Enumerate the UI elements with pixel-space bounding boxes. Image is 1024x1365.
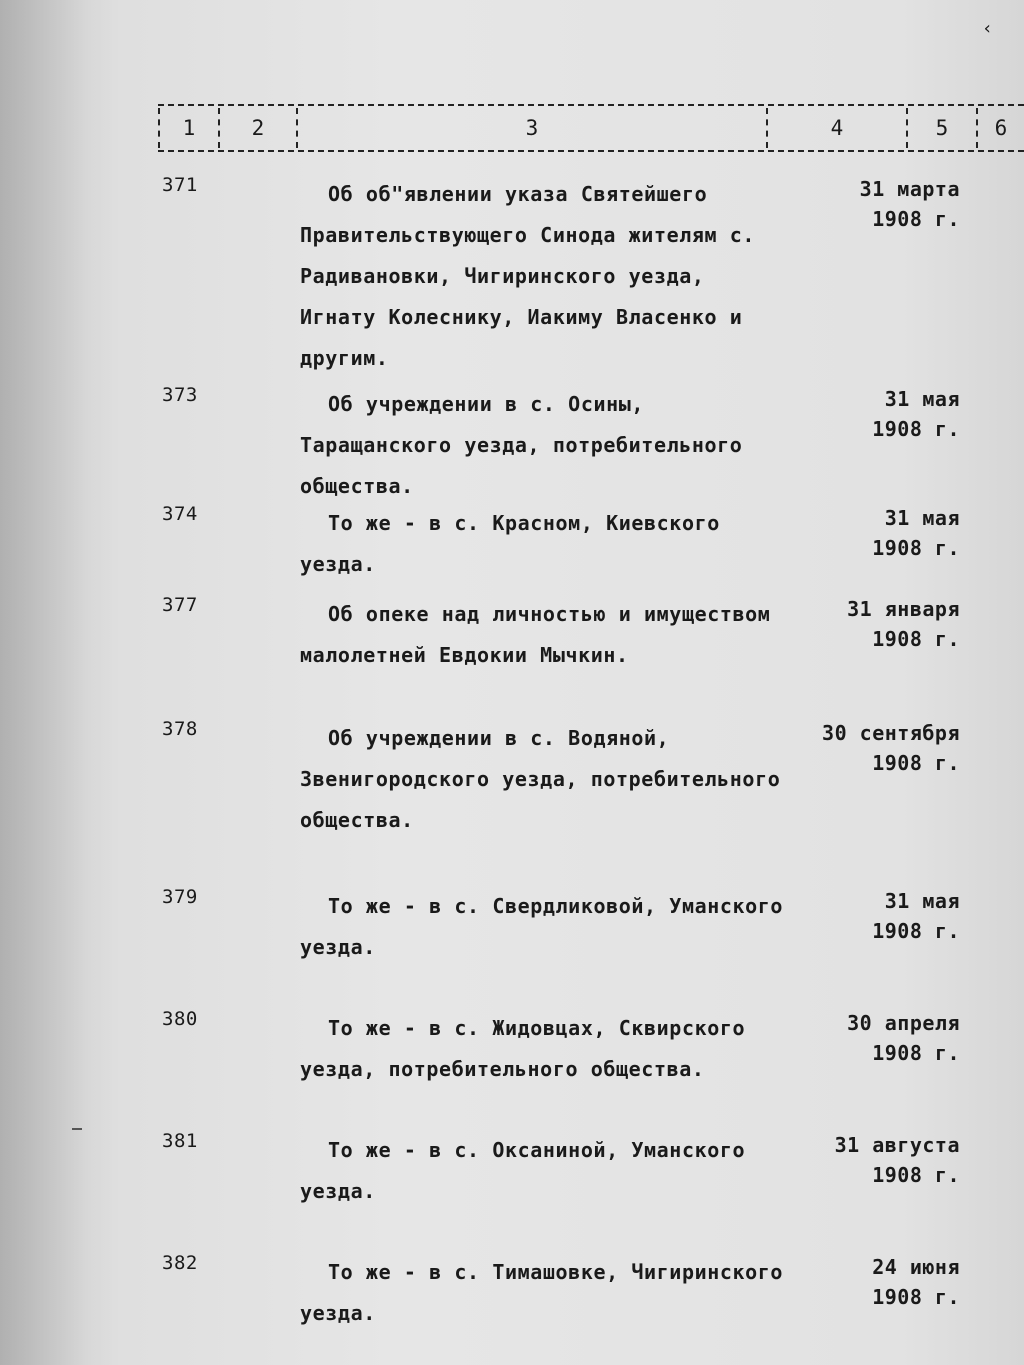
record-date-line1: 31 мая — [884, 889, 960, 913]
record-date — [790, 1008, 960, 1068]
record-date — [790, 384, 960, 444]
record-text: То же - в с. Оксаниной, Уманского уезда. — [300, 1138, 746, 1203]
header-col-4: 4 — [830, 116, 844, 140]
record-date-line1: 30 сентября — [822, 721, 960, 745]
record-text: То же - в с. Красном, Киевского уезда. — [300, 511, 720, 576]
record-text: Об учреждении в с. Осины, Таращанского уезда, потребительного общества. — [300, 392, 743, 498]
record-number: 382 — [162, 1252, 198, 1274]
record-date — [790, 1252, 960, 1312]
record-text: Об опеке над личностью и имуществом малолетней Евдокии Мычкин. — [300, 602, 771, 667]
record-date-line2: 1908 г. — [872, 1163, 960, 1187]
record-number: 377 — [162, 594, 198, 616]
record-date-line2: 1908 г. — [872, 1041, 960, 1065]
record-date — [790, 174, 960, 234]
record-date — [790, 886, 960, 946]
record-text: Об учреждении в с. Водяной, Звенигородского уезда, потребительного общества. — [300, 726, 781, 832]
record-date-line1: 31 августа — [834, 1133, 960, 1157]
record-text: То же - в с. Свердликовой, Уманского уезда. — [300, 894, 784, 959]
record-number: 374 — [162, 503, 198, 525]
record-date-line2: 1908 г. — [872, 627, 960, 651]
margin-dash — [72, 1128, 82, 1130]
header-col-3: 3 — [525, 116, 539, 140]
record-date-line2: 1908 г. — [872, 1285, 960, 1309]
record-text: То же - в с. Тимашовке, Чигиринского уезда. — [300, 1260, 784, 1325]
record-date — [790, 718, 960, 778]
corner-mark: ‹ — [982, 18, 993, 39]
record-date-line2: 1908 г. — [872, 417, 960, 441]
record-date — [790, 1130, 960, 1190]
record-date-line1: 30 апреля — [847, 1011, 960, 1035]
record-date — [790, 503, 960, 563]
record-date-line2: 1908 г. — [872, 536, 960, 560]
record-date-line1: 31 марта — [859, 177, 960, 201]
record-number: 378 — [162, 718, 198, 740]
record-date — [790, 594, 960, 654]
page-shadow — [0, 0, 120, 1365]
record-text: То же - в с. Жидовцах, Сквирского уезда, потребительного общества. — [300, 1016, 746, 1081]
header-col-2: 2 — [251, 116, 265, 140]
record-date-line1: 31 мая — [884, 387, 960, 411]
header-col-6: 6 — [994, 116, 1008, 140]
record-number: 381 — [162, 1130, 198, 1152]
record-date-line1: 24 июня — [872, 1255, 960, 1279]
table-header — [158, 104, 1024, 152]
record-date-line2: 1908 г. — [872, 751, 960, 775]
header-col-1: 1 — [182, 116, 196, 140]
record-number: 379 — [162, 886, 198, 908]
record-date-line1: 31 января — [847, 597, 960, 621]
record-text: Об об"явлении указа Святейшего Правительствующего Синода жителям с. Радивановки, Чигиринского уезда, Игнату Колеснику, Иакиму Власенко и другим. — [300, 182, 756, 370]
record-number: 373 — [162, 384, 198, 406]
record-date-line2: 1908 г. — [872, 919, 960, 943]
record-number: 380 — [162, 1008, 198, 1030]
header-col-5: 5 — [935, 116, 949, 140]
record-date-line1: 31 мая — [884, 506, 960, 530]
record-number: 371 — [162, 174, 198, 196]
record-date-line2: 1908 г. — [872, 207, 960, 231]
